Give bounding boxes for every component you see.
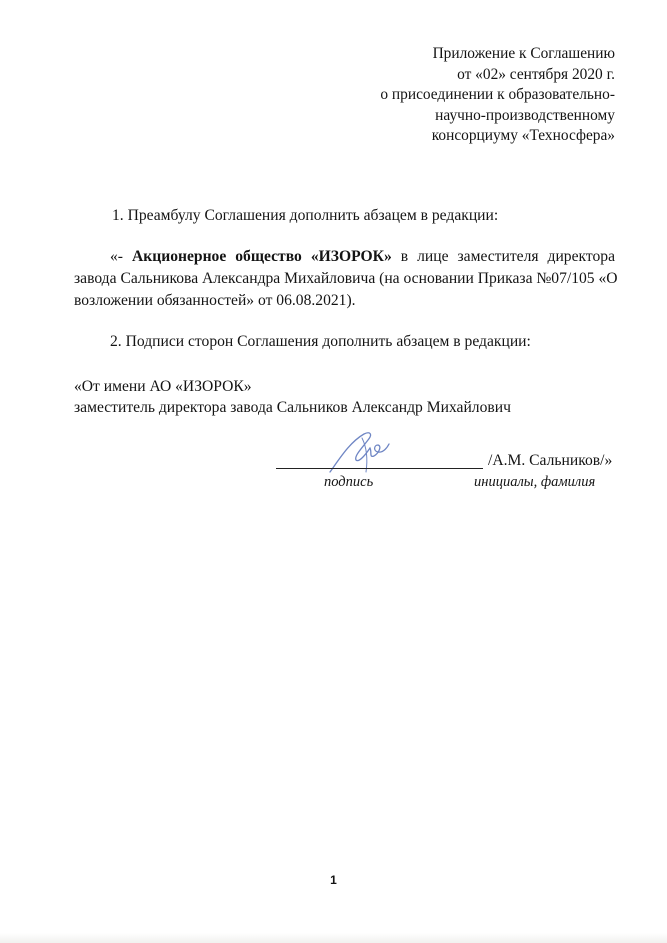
header-line-5: консорциуму «Техносфера» xyxy=(431,127,615,144)
on-behalf-line: «От имени АО «ИЗОРОК» xyxy=(74,378,252,395)
preamble-line-1-rest: в лице заместителя директора xyxy=(391,248,616,265)
preamble-line-1 xyxy=(74,246,615,268)
appendix-header xyxy=(380,44,615,147)
preamble-line-2: завода Сальникова Александра Михайловича (на основании Приказа №07/105 «О xyxy=(74,270,618,287)
clause-2: 2. Подписи сторон Соглашения дополнить абзацем в редакции: xyxy=(110,333,531,350)
caption-initials: инициалы, фамилия xyxy=(474,474,596,490)
header-line-3: о присоединении к образовательно- xyxy=(380,86,615,103)
preamble-prefix: «- xyxy=(110,248,132,265)
preamble-line-3: возложении обязанностей» от 06.08.2021). xyxy=(74,292,356,309)
page-number: 1 xyxy=(330,873,337,887)
signatory-initials: /А.М. Сальников/» xyxy=(488,452,613,469)
header-line-2: от «02» сентября 2020 г. xyxy=(457,65,615,83)
header-line-4: научно-производственному xyxy=(435,106,615,124)
signature-line xyxy=(276,468,483,469)
signatory-position: заместитель директора завода Сальников Александр Михайлович xyxy=(74,399,511,416)
company-name: Акционерное общество «ИЗОРОК» xyxy=(131,248,392,265)
preamble-addition xyxy=(74,246,618,312)
signature-block xyxy=(74,376,511,418)
caption-signature: подпись xyxy=(324,474,374,490)
header-line-1: Приложение к Соглашению xyxy=(432,45,615,62)
handwritten-signature-icon xyxy=(326,428,396,478)
scan-edge xyxy=(0,933,667,943)
clause-1: 1. Преамбулу Соглашения дополнить абзацем в редакции: xyxy=(112,207,499,224)
